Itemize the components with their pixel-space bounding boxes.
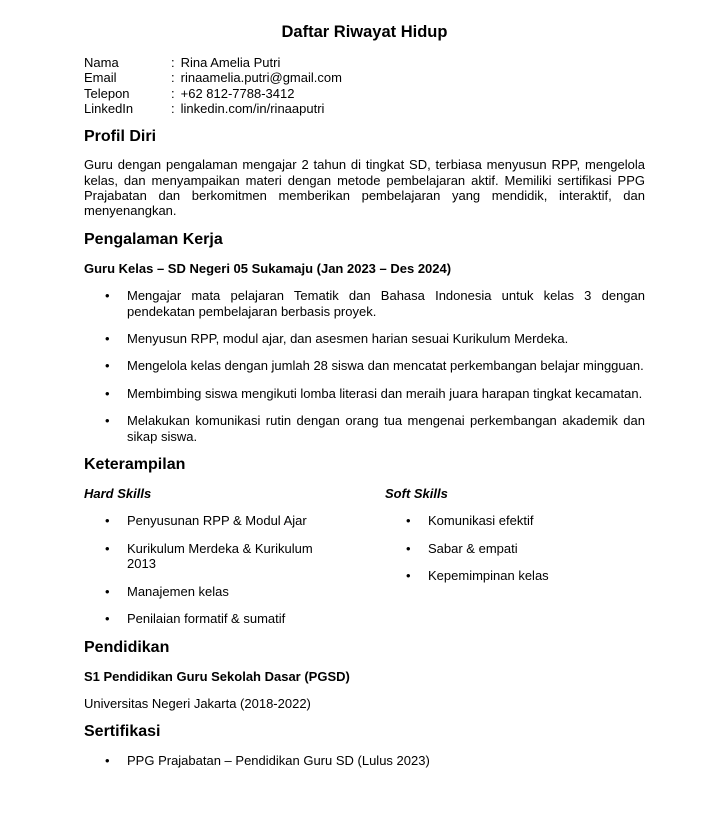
list-item: • Sabar & empati: [428, 541, 645, 556]
contact-value-linkedin: linkedin.com/in/rinaaputri: [180, 100, 325, 116]
soft-skills-heading: Soft Skills: [385, 486, 448, 502]
list-item: • Kurikulum Merdeka & Kurikulum 2013: [127, 541, 327, 572]
soft-skills-column: [385, 474, 645, 626]
education-degree: S1 Pendidikan Guru Sekolah Dasar (PGSD): [84, 668, 350, 684]
list-item: • Membimbing siswa mengikuti lomba literasi dan meraih juara harapan tingkat kecamatan.: [127, 386, 645, 401]
contact-value-telepon: +62 812-7788-3412: [180, 85, 295, 101]
contact-row-email: [84, 70, 645, 85]
section-heading-pengalaman-kerja: Pengalaman Kerja: [84, 230, 223, 248]
contact-value-email: rinaamelia.putri@gmail.com: [180, 70, 342, 86]
contact-separator: :: [171, 85, 175, 101]
contact-separator: :: [171, 55, 175, 70]
list-item: • Manajemen kelas: [127, 584, 327, 599]
contact-label-linkedin: LinkedIn: [84, 100, 134, 116]
hard-skills-heading: Hard Skills: [84, 486, 152, 502]
hard-skills-list: [84, 513, 327, 626]
list-item: • Penyusunan RPP & Modul Ajar: [127, 513, 327, 528]
list-item: • Mengelola kelas dengan jumlah 28 siswa dan mencatat perkembangan belajar mingguan.: [127, 358, 645, 373]
contact-separator: :: [171, 70, 175, 86]
contact-label-telepon: Telepon: [84, 85, 130, 101]
hard-skills-column: [84, 474, 385, 626]
list-item: • Menyusun RPP, modul ajar, dan asesmen harian sesuai Kurikulum Merdeka.: [127, 331, 645, 346]
contact-value-nama: Rina Amelia Putri: [180, 55, 281, 70]
profile-paragraph: Guru dengan pengalaman mengajar 2 tahun di tingkat SD, terbiasa menyusun RPP, mengelola kelas, dan menyampaikan materi dengan metode pembelajaran aktif. Memiliki sertifikasi PPG Prajabatan dan berkomitmen memberikan pembelajaran yang mendidik, interaktif, dan menyenangkan.: [84, 157, 645, 219]
contact-separator: :: [171, 100, 175, 116]
section-heading-keterampilan: Keterampilan: [84, 456, 186, 474]
contact-label-email: Email: [84, 70, 117, 86]
certification-list: [84, 753, 645, 768]
list-item: • Penilaian formatif & sumatif: [127, 611, 327, 626]
contact-row-nama: [84, 55, 645, 70]
document-title: Daftar Riwayat Hidup: [281, 23, 448, 41]
list-item: • Komunikasi efektif: [428, 513, 645, 528]
job-title: Guru Kelas – SD Negeri 05 Sukamaju (Jan 2023 – Des 2024): [84, 260, 452, 276]
contact-row-linkedin: [84, 101, 645, 116]
list-item: • Mengajar mata pelajaran Tematik dan Bahasa Indonesia untuk kelas 3 dengan pendekatan pembelajaran berbasis proyek.: [127, 288, 645, 319]
list-item: • Kepemimpinan kelas: [428, 568, 645, 583]
section-heading-sertifikasi: Sertifikasi: [84, 723, 161, 741]
soft-skills-list: [385, 513, 645, 583]
skills-columns: [84, 474, 645, 626]
section-heading-profil-diri: Profil Diri: [84, 128, 157, 146]
section-heading-pendidikan: Pendidikan: [84, 638, 170, 656]
contact-block: [84, 55, 645, 116]
contact-label-nama: Nama: [84, 55, 119, 70]
list-item: • PPG Prajabatan – Pendidikan Guru SD (Lulus 2023): [127, 753, 645, 768]
contact-row-telepon: [84, 86, 645, 101]
education-university: Universitas Negeri Jakarta (2018-2022): [84, 695, 311, 711]
list-item: • Melakukan komunikasi rutin dengan orang tua mengenai perkembangan akademik dan sikap siswa.: [127, 413, 645, 444]
experience-bullet-list: [84, 288, 645, 444]
